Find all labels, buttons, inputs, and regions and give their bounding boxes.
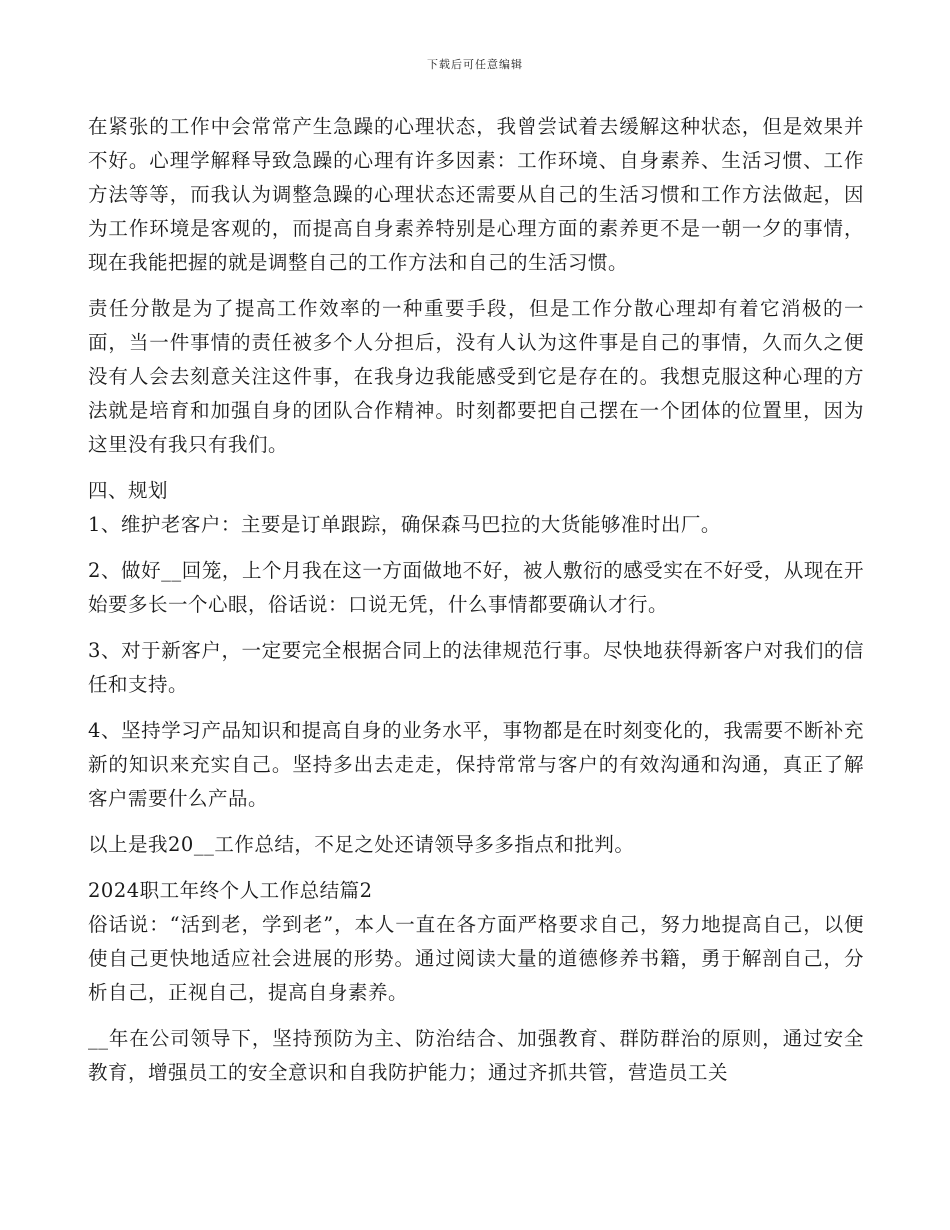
paragraph-emotion-management: 在紧张的工作中会常常产生急躁的心理状态，我曾尝试着去缓解这种状态，但是效果并不好。心理学解释导致急躁的心理有许多因素：工作环境、自身素养、生活习惯、工作方法等等，而我认为调整急躁的心理状态还需要从自己的生活习惯和工作方法做起，因为工作环境是客观的，而提高自身素养特别是心理方面的素养更不是一朝一夕的事情，现在我能把握的就是调整自己的工作方法和自己的生活习惯。 xyxy=(88,115,864,274)
paragraph-self-improvement: 俗话说：“活到老，学到老”，本人一直在各方面严格要求自己，努力地提高自己，以便使自己更快地适应社会进展的形势。通过阅读大量的道德修养书籍，勇于解剖自己，分析自己，正视自己，提高自身素养。 xyxy=(88,913,864,1004)
document-body xyxy=(88,110,864,1090)
paragraph-responsibility: 责任分散是为了提高工作效率的一种重要手段，但是工作分散心理却有着它消极的一面，当一件事情的责任被多个人分担后，没有人认为这件事是自己的事情，久而久之便没有人会去刻意关注这件事，在我身边我能感受到它是存在的。我想克服这种心理的方法就是培育和加强自身的团队合作精神。时刻都要把自己摆在一个团体的位置里，因为这里没有我只有我们。 xyxy=(88,297,864,456)
plan-item-2: 2、做好__回笼，上个月我在这一方面做地不好，被人敷衍的感受实在不好受，从现在开始要多长一个心眼，俗话说：口说无凭，什么事情都要确认才行。 xyxy=(88,559,864,616)
plan-item-4: 4、坚持学习产品知识和提高自身的业务水平，事物都是在时刻变化的，我需要不断补充新的知识来充实自己。坚持多出去走走，保持常常与客户的有效沟通和沟通，真正了解客户需要什么产品。 xyxy=(88,719,864,810)
paragraph-safety: __年在公司领导下，坚持预防为主、防治结合、加强教育、群防群治的原则，通过安全教育，增强员工的安全意识和自我防护能力；通过齐抓共管，营造员工关 xyxy=(88,1027,864,1084)
page-header: 下载后可任意编辑 xyxy=(427,58,523,71)
section-heading-plan: 四、规划 xyxy=(88,479,169,502)
plan-item-1: 1、维护老客户：主要是订单跟踪，确保森马巴拉的大货能够准时出厂。 xyxy=(88,513,721,536)
plan-item-3: 3、对于新客户，一定要完全根据合同上的法律规范行事。尽快地获得新客户对我们的信任和支持。 xyxy=(88,639,864,696)
summary-closing: 以上是我20__工作总结，不足之处还请领导多多指点和批判。 xyxy=(88,833,635,856)
article-title-part-2: 2024职工年终个人工作总结篇2 xyxy=(88,879,373,902)
